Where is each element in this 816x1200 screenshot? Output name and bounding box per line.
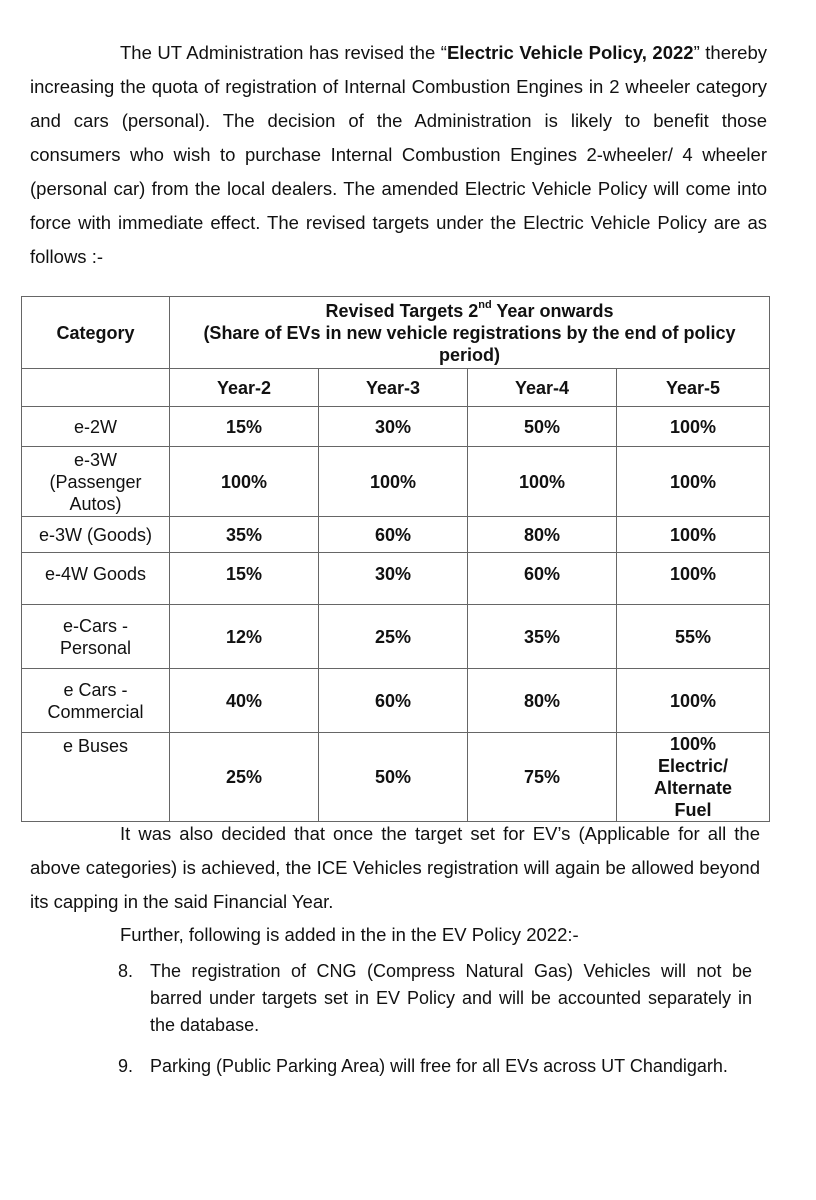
category-cell: e-3W (Passenger Autos) — [22, 447, 170, 517]
category-cell: e-Cars - Personal — [22, 605, 170, 669]
intro-paragraph — [30, 36, 767, 274]
target-cell: 30% — [319, 553, 468, 605]
target-cell: 40% — [170, 669, 319, 733]
intro-text-after: ” thereby increasing the quota of registration of Internal Combustion Engines in 2 wheeler category and cars (personal). The decision of the Administration is likely to benefit those consumers who wish to purchase Internal Combustion Engines 2-wheeler/ 4 wheeler (personal car) from the local dealers. The amended Electric Vehicle Policy will come into force with immediate effect. The revised targets under the Electric Vehicle Policy are as follows :- — [30, 42, 767, 267]
table-row — [22, 407, 770, 447]
table-row — [22, 605, 770, 669]
category-cell: e Cars - Commercial — [22, 669, 170, 733]
target-cell: 15% — [170, 553, 319, 605]
target-cell: 100% — [617, 553, 770, 605]
list-item-text: The registration of CNG (Compress Natural Gas) Vehicles will not be barred under targets set in EV Policy and will be accounted separately in the database. — [150, 961, 752, 1035]
year-header: Year-3 — [319, 369, 468, 407]
target-cell: 35% — [468, 605, 617, 669]
list-item — [118, 958, 752, 1039]
target-cell: 60% — [319, 517, 468, 553]
year-header: Year-4 — [468, 369, 617, 407]
decision-paragraph — [30, 817, 760, 919]
table-row — [22, 553, 770, 605]
target-cell: 100% — [617, 669, 770, 733]
policy-name: Electric Vehicle Policy, 2022 — [446, 42, 694, 63]
target-cell: 55% — [617, 605, 770, 669]
target-cell: 100% Electric/ Alternate Fuel — [617, 733, 770, 822]
category-cell: e-3W (Goods) — [22, 517, 170, 553]
target-cell: 50% — [468, 407, 617, 447]
target-cell: 100% — [617, 517, 770, 553]
year-header: Year-5 — [617, 369, 770, 407]
list-item-number: 9. — [118, 1056, 134, 1076]
category-cell: e-2W — [22, 407, 170, 447]
table-row — [22, 733, 770, 822]
table-row — [22, 517, 770, 553]
category-cell: e Buses — [22, 733, 170, 822]
list-item — [118, 1053, 752, 1080]
table-row — [22, 669, 770, 733]
target-cell: 30% — [319, 407, 468, 447]
table-header-row — [22, 297, 770, 369]
list-item-number: 8. — [118, 961, 134, 981]
target-cell: 100% — [170, 447, 319, 517]
targets-subheader: (Share of EVs in new vehicle registrations by the end of policy period) — [203, 322, 736, 365]
category-header: Category — [22, 297, 170, 369]
target-cell: 35% — [170, 517, 319, 553]
target-cell: 50% — [319, 733, 468, 822]
year-header: Year-2 — [170, 369, 319, 407]
targets-header — [170, 297, 770, 369]
year-header-row — [22, 369, 770, 407]
list-item-text: Parking (Public Parking Area) will free for all EVs across UT Chandigarh. — [150, 1056, 728, 1076]
target-cell: 100% — [617, 447, 770, 517]
target-cell: 75% — [468, 733, 617, 822]
table-row — [22, 447, 770, 517]
target-cell: 60% — [319, 669, 468, 733]
target-cell: 12% — [170, 605, 319, 669]
targets-header-pre: Revised Targets 2 — [325, 300, 479, 321]
target-cell: 80% — [468, 517, 617, 553]
intro-text-before: The UT Administration has revised the “ — [120, 42, 447, 63]
target-cell: 100% — [617, 407, 770, 447]
target-cell: 25% — [319, 605, 468, 669]
target-cell: 25% — [170, 733, 319, 822]
target-cell: 100% — [319, 447, 468, 517]
revised-targets-table — [21, 296, 770, 822]
targets-header-post: Year onwards — [491, 300, 614, 321]
targets-header-sup: nd — [478, 298, 492, 311]
category-cell: e-4W Goods — [22, 553, 170, 605]
decision-text: It was also decided that once the target set for EV’s (Applicable for all the above categories) is achieved, the ICE Vehicles registration will again be allowed beyond its capping in the said Financial Year. — [30, 823, 760, 912]
target-cell: 15% — [170, 407, 319, 447]
empty-header-cell — [22, 369, 170, 407]
target-cell: 80% — [468, 669, 617, 733]
target-cell: 60% — [468, 553, 617, 605]
target-cell: 100% — [468, 447, 617, 517]
addition-intro: Further, following is added in the in the EV Policy 2022:- — [120, 924, 579, 945]
